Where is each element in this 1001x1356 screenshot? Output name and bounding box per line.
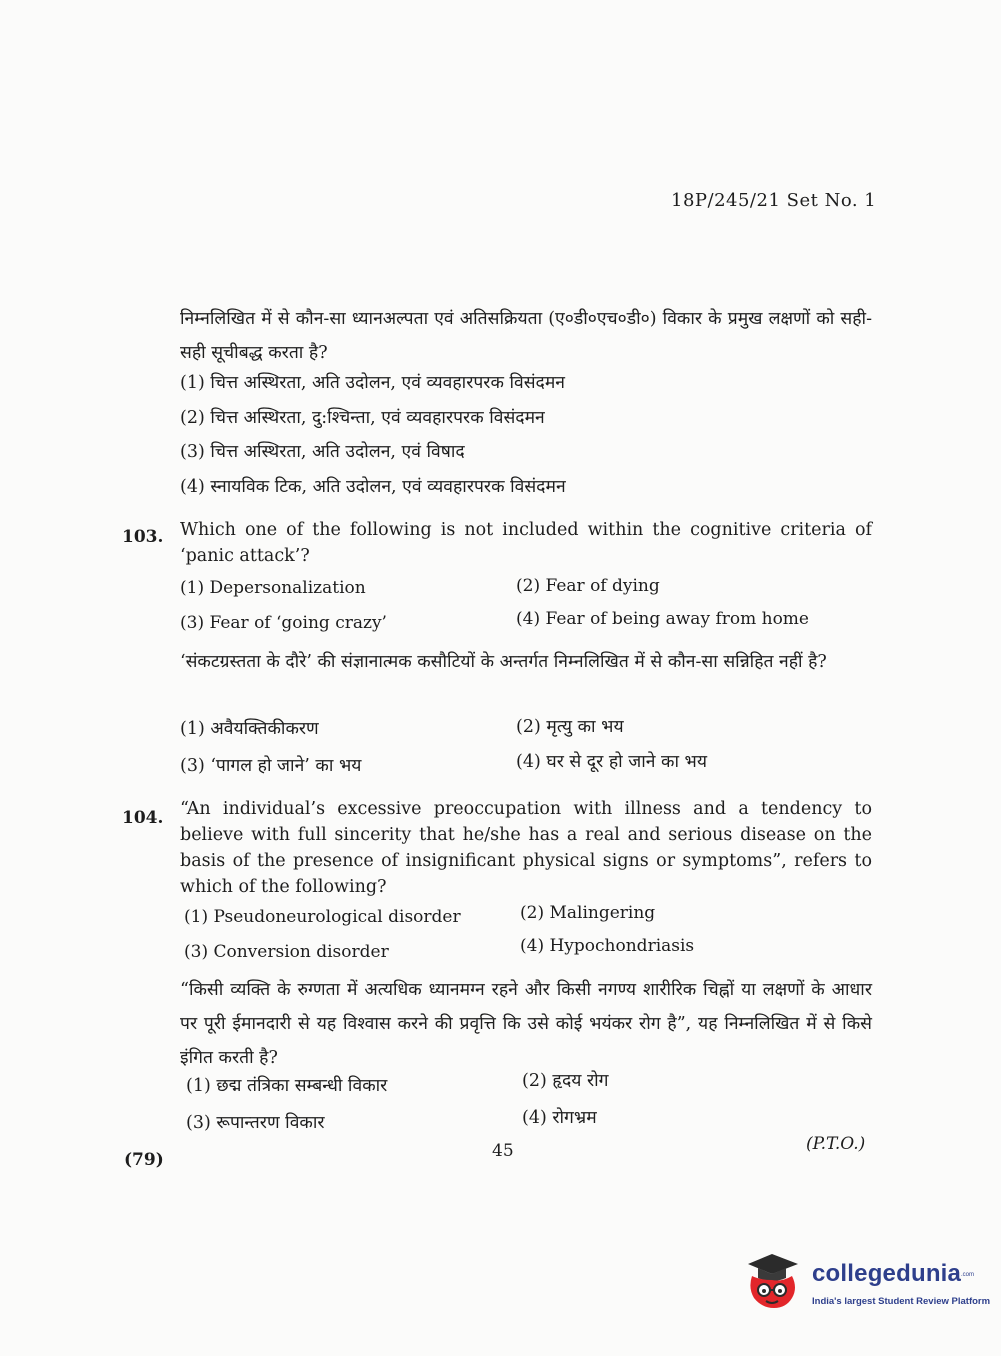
q102-hindi-option-4: (4) स्नायविक टिक, अति उदोलन, एवं व्यवहारपरक विसंदमन bbox=[180, 477, 566, 497]
q102-hindi-option-3: (3) चित्त अस्थिरता, अति उदोलन, एवं विषाद bbox=[180, 442, 465, 462]
q104-option-1: (1) Pseudoneurological disorder bbox=[184, 907, 461, 927]
q104-option-2: (2) Malingering bbox=[520, 903, 656, 923]
q102-hindi-option-2: (2) चित्त अस्थिरता, दु:श्चिन्ता, एवं व्यवहारपरक विसंदमन bbox=[180, 408, 545, 428]
paper-code: 18P/245/21 Set No. 1 bbox=[671, 190, 877, 211]
collegedunia-tagline: India's largest Student Review Platform bbox=[812, 1296, 991, 1307]
q104-hindi-option-2: (2) हृदय रोग bbox=[522, 1071, 609, 1091]
booklet-code: (79) bbox=[124, 1150, 164, 1170]
collegedunia-mascot-icon bbox=[742, 1250, 808, 1312]
q102-hindi-option-1: (1) चित्त अस्थिरता, अति उदोलन, एवं व्यवहारपरक विसंदमन bbox=[180, 373, 566, 393]
q103-hindi-option-3: (3) ‘पागल हो जाने’ का भय bbox=[180, 756, 362, 776]
q103-hindi-option-1: (1) अवैयक्तिकीकरण bbox=[180, 719, 319, 739]
q103-question: Which one of the following is not included within the cognitive criteria of ‘panic attack’? bbox=[180, 520, 872, 566]
q104-hindi-option-3: (3) रूपान्तरण विकार bbox=[186, 1113, 325, 1133]
q103-option-2: (2) Fear of dying bbox=[516, 576, 660, 596]
q104-hindi-question: “किसी व्यक्ति के रुग्णता में अत्यधिक ध्यानमग्न रहने और किसी नगण्य शारीरिक चिह्नों या लक्षणों के आधार पर पूरी ईमानदारी से यह विश्वास करने की प्रवृत्ति कि उसे कोई भयंकर रोग है”, यह निम्नलिखित में से किसे इंगित करती है? bbox=[180, 980, 872, 1068]
q103-option-1: (1) Depersonalization bbox=[180, 578, 366, 598]
q104-option-3: (3) Conversion disorder bbox=[184, 942, 389, 962]
q104-hindi-option-1: (1) छद्म तंत्रिका सम्बन्धी विकार bbox=[186, 1076, 388, 1096]
q102-hindi-question: निम्नलिखित में से कौन-सा ध्यानअल्पता एवं अतिसक्रियता (ए०डी०एच०डी०) विकार के प्रमुख लक्षणों को सही-सही सूचीबद्ध करता है? bbox=[180, 309, 872, 363]
q103-option-4: (4) Fear of being away from home bbox=[516, 609, 809, 629]
pto-label: (P.T.O.) bbox=[806, 1134, 866, 1154]
q103-number: 103. bbox=[122, 527, 164, 547]
q104-option-4: (4) Hypochondriasis bbox=[520, 936, 695, 956]
q103-option-3: (3) Fear of ‘going crazy’ bbox=[180, 613, 387, 633]
q104-hindi-option-4: (4) रोगभ्रम bbox=[522, 1108, 597, 1128]
q103-hindi-option-2: (2) मृत्यु का भय bbox=[516, 717, 624, 737]
collegedunia-brand: collegedunia bbox=[812, 1260, 962, 1287]
q103-hindi-question: ‘संकटग्रस्तता के दौरे’ की संज्ञानात्मक कसौटियों के अन्तर्गत निम्नलिखित में से कौन-सा सन्निहित नहीं है? bbox=[180, 652, 827, 672]
q104-number: 104. bbox=[122, 808, 164, 828]
q103-hindi-option-4: (4) घर से दूर हो जाने का भय bbox=[516, 752, 707, 772]
q104-question: “An individual’s excessive preoccupation with illness and a tendency to believe with full sincerity that he/she has a real and serious disease on the basis of the presence of insignificant physical signs or symptoms”, refers to which of the following? bbox=[180, 799, 872, 897]
page-number: 45 bbox=[492, 1141, 514, 1161]
collegedunia-suffix: .com bbox=[961, 1272, 975, 1278]
